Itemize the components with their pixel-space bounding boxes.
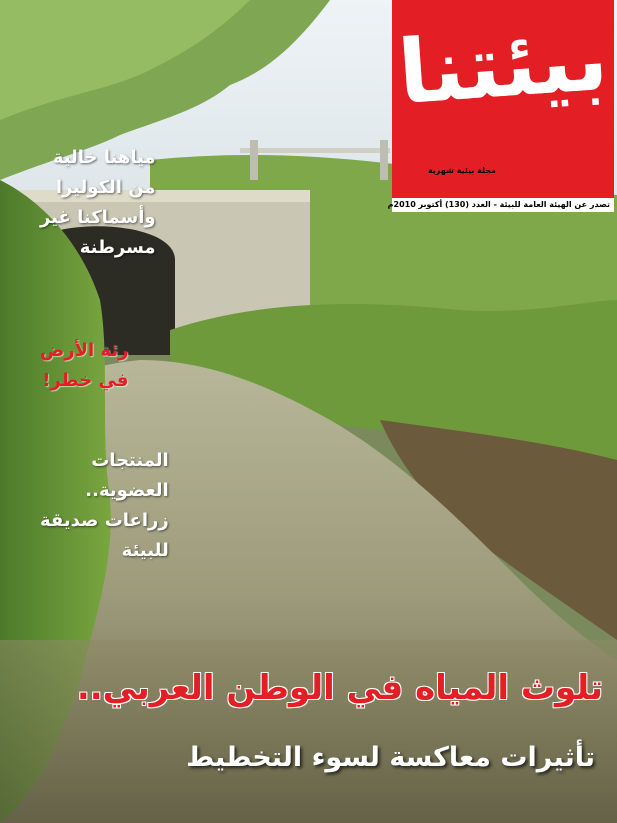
teaser-line: في خطر!: [42, 370, 129, 391]
teaser-line: مياهنا خالية: [52, 147, 156, 168]
teaser-earth-lung: [40, 336, 128, 396]
teaser-line: المنتجات: [91, 450, 169, 471]
teaser-line: العضوية..: [85, 480, 169, 501]
logo-title: بيئتنا: [394, 6, 612, 125]
cover-subheadline: تأثيرات معاكسة لسوء التخطيط: [186, 742, 595, 773]
teaser-organic: [40, 446, 169, 566]
teaser-line: للبيئة: [121, 540, 169, 561]
teaser-line: رئة الأرض: [40, 340, 129, 361]
cover-headline: تلوث المياه في الوطن العربي..: [76, 668, 603, 708]
logo-tagline: مجلة بيئية شهرية: [427, 166, 496, 175]
issue-info: تصدر عن الهيئة العامة للبيئة - العدد (130) أكتوبر 2010م: [392, 198, 614, 212]
teaser-line: مسرطنة: [79, 237, 156, 258]
teaser-line: وأسماكنا غير: [40, 207, 156, 228]
teaser-line: زراعات صديقة: [40, 510, 169, 531]
teaser-line: من الكوليرا: [55, 177, 156, 198]
masthead-logo: [392, 0, 614, 198]
teaser-water: [40, 143, 156, 263]
